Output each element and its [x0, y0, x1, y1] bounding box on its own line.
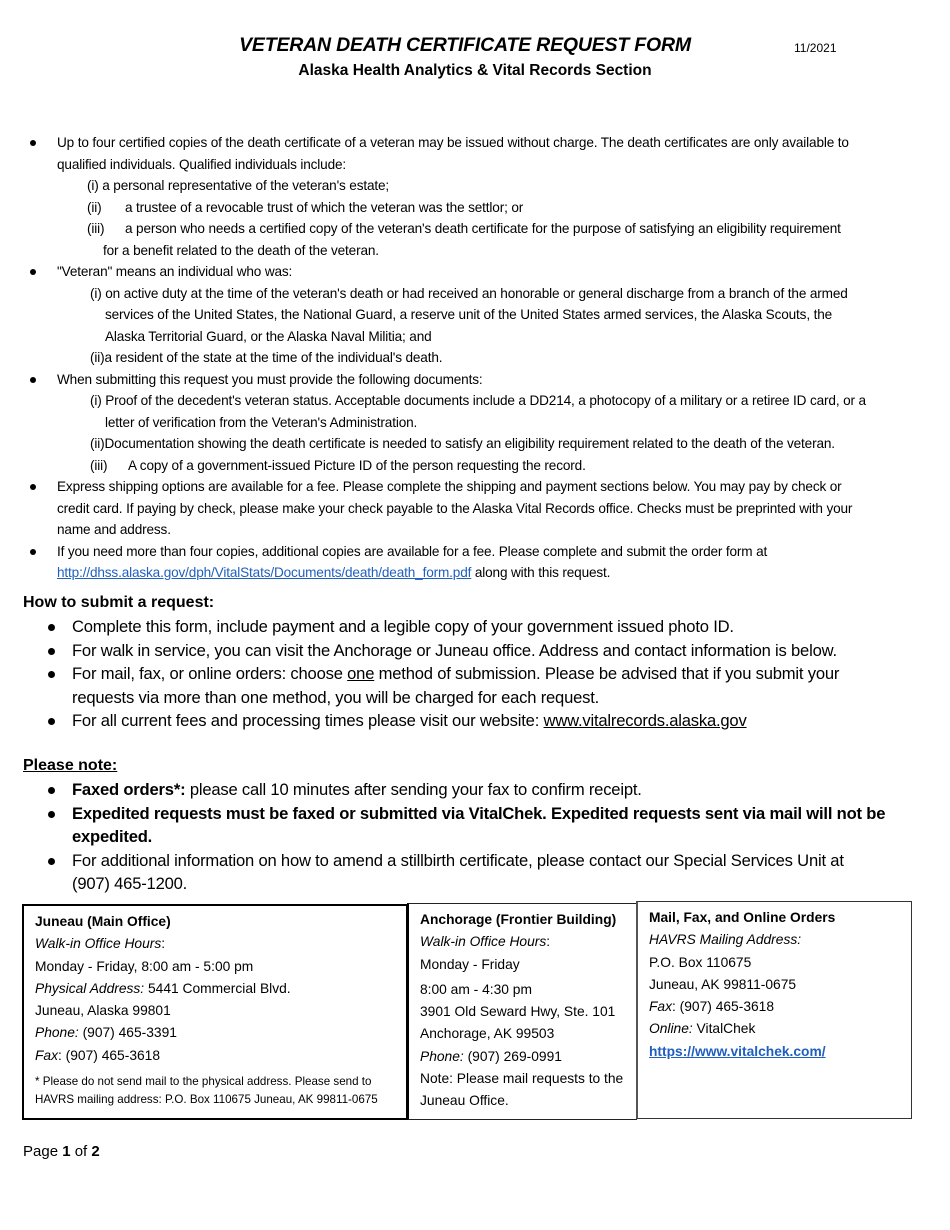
item-label: (i) — [90, 285, 102, 301]
item-text: a personal representative of the veteran's estate; — [102, 178, 390, 193]
office-heading: Juneau (Main Office) — [35, 914, 171, 929]
item-text: please call 10 minutes after sending your fax to confirm receipt. — [185, 780, 642, 799]
bullet-icon — [48, 648, 55, 655]
fax-value: : (907) 465-3618 — [58, 1047, 161, 1063]
intro-section — [0, 132, 950, 584]
hours-label-line: Walk-in Office Hours: — [420, 934, 551, 950]
bullet-icon — [48, 811, 55, 818]
form-subtitle — [0, 62, 950, 80]
mail-note: Note: Please mail requests to the Juneau Office. — [420, 1071, 624, 1109]
item-text-continued: (907) 465-1200. — [72, 874, 188, 893]
please-note-item — [0, 778, 902, 802]
how-to-submit-item — [0, 639, 902, 663]
phone-line — [420, 1046, 626, 1068]
shipping-bullet — [0, 476, 927, 541]
veteran-definition-line: "Veteran" means an individual who was: — [57, 264, 293, 279]
item-label: (ii) — [87, 199, 102, 215]
fax-label: Fax — [35, 1047, 58, 1063]
office-heading: Mail, Fax, and Online Orders — [649, 910, 836, 925]
office-heading: Anchorage (Frontier Building) — [420, 912, 617, 927]
eligibility-bullet — [0, 132, 927, 261]
documents-line: When submitting this request you must provide the following documents: — [57, 371, 483, 387]
item-text: Documentation showing the death certificate is needed to satisfy an eligibility requirement related to the death of the veteran. — [104, 436, 835, 451]
office-hours: Monday - Friday, 8:00 am - 5:00 pm — [35, 958, 254, 974]
mail-fax-online-box — [636, 901, 912, 1119]
online-line — [649, 1018, 901, 1040]
juneau-office-box — [22, 904, 408, 1120]
page-prefix: Page — [23, 1143, 63, 1160]
veteran-definition-bullet — [0, 261, 927, 369]
documents-item — [57, 390, 927, 412]
item-text: For all current fees and processing times please visit our website: — [72, 711, 544, 730]
how-to-submit-item — [0, 709, 902, 733]
bullet-icon — [48, 858, 55, 865]
office-city: Juneau, Alaska 99801 — [35, 1003, 171, 1019]
phone-value: (907) 465-3391 — [78, 1025, 177, 1041]
current-page: 1 — [62, 1143, 71, 1160]
veteran-definition-item — [57, 283, 927, 305]
please-note-list — [0, 778, 950, 896]
bullet-icon — [30, 484, 36, 490]
hours-label: Walk-in Office Hours — [420, 934, 547, 950]
documents-bullet — [0, 369, 927, 477]
eligibility-item — [57, 197, 927, 219]
please-note-item — [0, 802, 902, 849]
bullet-icon — [48, 624, 55, 631]
item-text: For walk in service, you can visit the Anchorage or Juneau office. Address and contact information is below. — [72, 640, 837, 660]
item-text: For additional information on how to amend a stillbirth certificate, please contact our Special Services Unit at — [72, 850, 844, 870]
extra-copies-line: If you need more than four copies, additional copies are available for a fee. Please complete and submit the order form at — [57, 543, 768, 559]
mail-warning-note: * Please do not send mail to the physical address. Please send to HAVRS mailing address: P.O. Box 110675 Juneau, AK 99811-0675 — [35, 1075, 378, 1107]
mailing-address-label: HAVRS Mailing Address: — [649, 932, 802, 948]
bullet-icon — [30, 549, 36, 555]
item-text: Proof of the decedent's veteran status. Acceptable documents include a DD214, a photocopy of a military or a retiree ID card, or a — [105, 393, 866, 408]
item-text-continued: for a benefit related to the death of the veteran. — [103, 242, 379, 258]
item-label: (iii) — [90, 457, 108, 473]
bullet-icon — [30, 377, 36, 383]
office-address: 3901 Old Seward Hwy, Ste. 101 — [420, 1004, 616, 1020]
shipping-line: Express shipping options are available for a fee. Please complete the shipping and payment sections below. You may pay by check or — [57, 479, 842, 494]
item-label: (i) — [87, 178, 99, 193]
shipping-line: credit card. If paying by check, please make your check payable to the Alaska Vital Records office. Checks must be preprinted with your — [57, 500, 853, 516]
please-note-item — [0, 849, 902, 896]
phone-value: (907) 269-0991 — [463, 1048, 562, 1064]
bullet-icon — [30, 140, 36, 146]
eligibility-item — [57, 218, 927, 240]
item-text-emphasis: one — [347, 664, 375, 683]
item-text-continued: Alaska Territorial Guard, or the Alaska Naval Militia; and — [105, 328, 432, 344]
fax-line — [35, 1045, 396, 1067]
hours-label: Walk-in Office Hours — [35, 936, 162, 952]
documents-item — [57, 433, 927, 455]
vitalchek-link[interactable]: https://www.vitalchek.com/ — [649, 1043, 826, 1059]
extra-copies-line-end: along with this request. — [471, 565, 611, 580]
office-city: Anchorage, AK 99503 — [420, 1026, 555, 1042]
extra-copies-bullet — [0, 541, 927, 584]
item-label: (i) — [90, 393, 102, 408]
item-text-bold-continued: expedited. — [72, 827, 153, 846]
eligibility-line: qualified individuals. Qualified individuals include: — [57, 156, 347, 172]
item-text-continued: letter of verification from the Veteran's Administration. — [105, 414, 418, 430]
item-text: a trustee of a revocable trust of which the veteran was the settlor; or — [125, 199, 524, 215]
phone-line — [35, 1022, 396, 1044]
eligibility-item — [57, 175, 927, 197]
fax-label: Fax — [649, 999, 672, 1015]
phone-label: Phone: — [35, 1025, 79, 1041]
address-label: Physical Address: — [35, 980, 145, 996]
bullet-icon — [48, 718, 55, 725]
page-indicator — [23, 1143, 100, 1160]
eligibility-line: Up to four certified copies of the death certificate of a veteran may be issued without charge. The death certificates are only available to — [57, 135, 849, 150]
extra-copies-link-line — [57, 562, 927, 584]
form-title-text: VETERAN DEATH CERTIFICATE REQUEST FORM — [239, 34, 691, 56]
item-label: (ii) — [90, 436, 105, 451]
item-label: (iii) — [87, 221, 105, 236]
vital-records-website-link[interactable]: www.vitalrecords.alaska.gov — [543, 711, 747, 730]
veteran-definition-item — [57, 347, 927, 369]
form-subtitle-text: Alaska Health Analytics & Vital Records Section — [298, 62, 652, 79]
po-box: P.O. Box 110675 — [649, 954, 752, 970]
item-text: method of submission. Please be advised that if you submit your — [374, 664, 840, 683]
office-days: Monday - Friday — [420, 956, 520, 972]
form-revision-date: 11/2021 — [794, 41, 837, 55]
how-to-submit-list — [0, 615, 950, 733]
how-to-submit-item — [0, 662, 902, 709]
death-form-link[interactable]: http://dhss.alaska.gov/dph/VitalStats/Documents/death/death_form.pdf — [57, 565, 472, 580]
phone-label: Phone: — [420, 1048, 464, 1064]
item-text-continued: requests via more than one method, you will be charged for each request. — [72, 687, 600, 707]
item-text: a person who needs a certified copy of the veteran's death certificate for the purpose of satisfying an eligibility requirement — [125, 221, 841, 236]
total-pages: 2 — [91, 1143, 100, 1160]
fax-value: : (907) 465-3618 — [672, 999, 775, 1015]
how-to-submit-item — [0, 615, 902, 639]
please-note-heading: Please note: — [23, 757, 118, 774]
bullet-icon — [48, 787, 55, 794]
item-text-bold: Faxed orders*: — [72, 780, 186, 799]
online-value: VitalChek — [692, 1021, 756, 1037]
online-label: Online: — [649, 1021, 693, 1037]
address-line — [35, 978, 396, 1000]
item-text: a resident of the state at the time of the individual's death. — [104, 350, 443, 365]
item-text: Complete this form, include payment and a legible copy of your government issued photo ID. — [72, 617, 734, 636]
mail-city: Juneau, AK 99811-0675 — [649, 976, 797, 992]
bullet-icon — [30, 269, 36, 275]
shipping-line: name and address. — [57, 522, 171, 537]
item-text: on active duty at the time of the veteran's death or had received an honorable or general discharge from a branch of the armed — [105, 285, 848, 301]
fax-line — [649, 996, 901, 1018]
office-hours: 8:00 am - 4:30 pm — [420, 981, 532, 997]
item-label: (ii) — [90, 350, 105, 365]
documents-item — [57, 455, 927, 477]
item-text: For mail, fax, or online orders: choose — [72, 664, 348, 683]
bullet-icon — [48, 671, 55, 678]
address-value: 5441 Commercial Blvd. — [144, 980, 291, 996]
page-of: of — [70, 1143, 92, 1160]
item-text-continued: services of the United States, the National Guard, a reserve unit of the United States armed services, the Alaska Scouts, the — [105, 307, 833, 322]
anchorage-office-box — [407, 903, 637, 1120]
hours-label-line: Walk-in Office Hours: — [35, 936, 166, 952]
item-text-bold: Expedited requests must be faxed or submitted via VitalChek. Expedited requests sent via mail will not be — [72, 803, 886, 823]
how-to-submit-heading: How to submit a request: — [23, 594, 215, 611]
item-text: A copy of a government-issued Picture ID of the person requesting the record. — [128, 457, 586, 473]
